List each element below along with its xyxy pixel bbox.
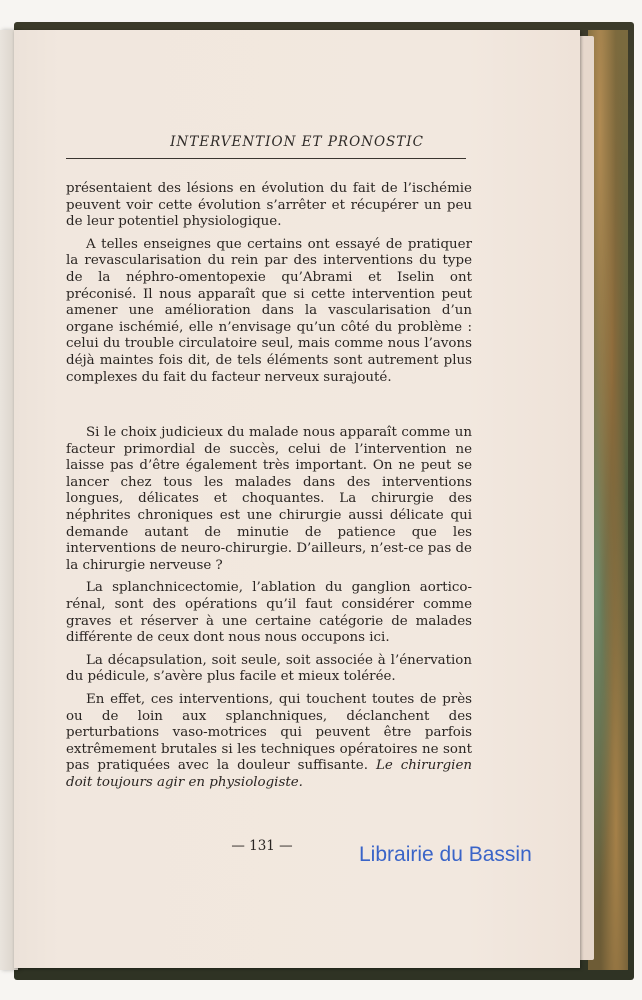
watermark-text: Librairie du Bassin <box>359 843 532 866</box>
running-head: INTERVENTION ET PRONOSTIC <box>170 134 424 150</box>
paragraph: A telles enseignes que certains ont essayé de pratiquer la revascularisation du rein par des interventions du type de la néphro-omentopexie qu’Abrami et Iselin ont préconisé. Il nous apparaît que si cette intervention peut amener une amélioration dans la vascularisation d’un organe ischémié, elle n’envisage qu’un côté du problème : celui du trouble circulatoire seul, mais comme nous l’avons déjà maintes fois dit, de tels éléments sont autrement plus complexes du fait du facteur nerveux surajouté. <box>66 236 472 385</box>
paragraph: La décapsulation, soit seule, soit associée à l’énervation du pédicule, s’avère plus facile et mieux tolérée. <box>66 652 472 685</box>
italic-conclusion: Le chirurgien doit toujours agir en physiologiste. <box>66 758 473 790</box>
header-rule <box>66 158 466 159</box>
marbled-edge <box>588 30 628 970</box>
paragraph-text: En effet, ces interventions, qui touchent toutes de près ou de loin aux splanchniques, déclanchent des perturbations vaso-motrices qui peuvent être parfois extrêmement brutales si les techniques opératoires ne sont pas pratiquées avec la douleur suffisante. <box>66 691 472 774</box>
text-block-1 <box>66 181 472 386</box>
paragraph: présentaient des lésions en évolution du fait de l’ischémie peuvent voir cette évolution s’arrêter et récupérer un peu de leur potentiel physiologique. <box>66 181 472 230</box>
paragraph-last <box>66 692 472 792</box>
paragraph: Si le choix judicieux du malade nous apparaît comme un facteur primordial de succès, celui de l’intervention ne laisse pas d’être également très important. On ne peut se lancer chez tous les malades dans des interventions longues, délicates et choquantes. La chirurgie des néphrites chroniques est une chirurgie aussi délicate qui demande autant de minutie de patience que les interventions de neuro-chirurgie. D’ailleurs, n’est-ce pas de la chirurgie nerveuse ? <box>66 425 472 573</box>
book-page <box>14 30 580 968</box>
text-block-2 <box>66 425 472 791</box>
paragraph: La splanchnicectomie, l’ablation du ganglion aortico-rénal, sont des opérations qu’il faut considérer comme graves et réserver à une certaine catégorie de malades différente de ceux dont nous nous occupons ici. <box>66 580 472 646</box>
page-number: — 131 — <box>231 838 293 854</box>
